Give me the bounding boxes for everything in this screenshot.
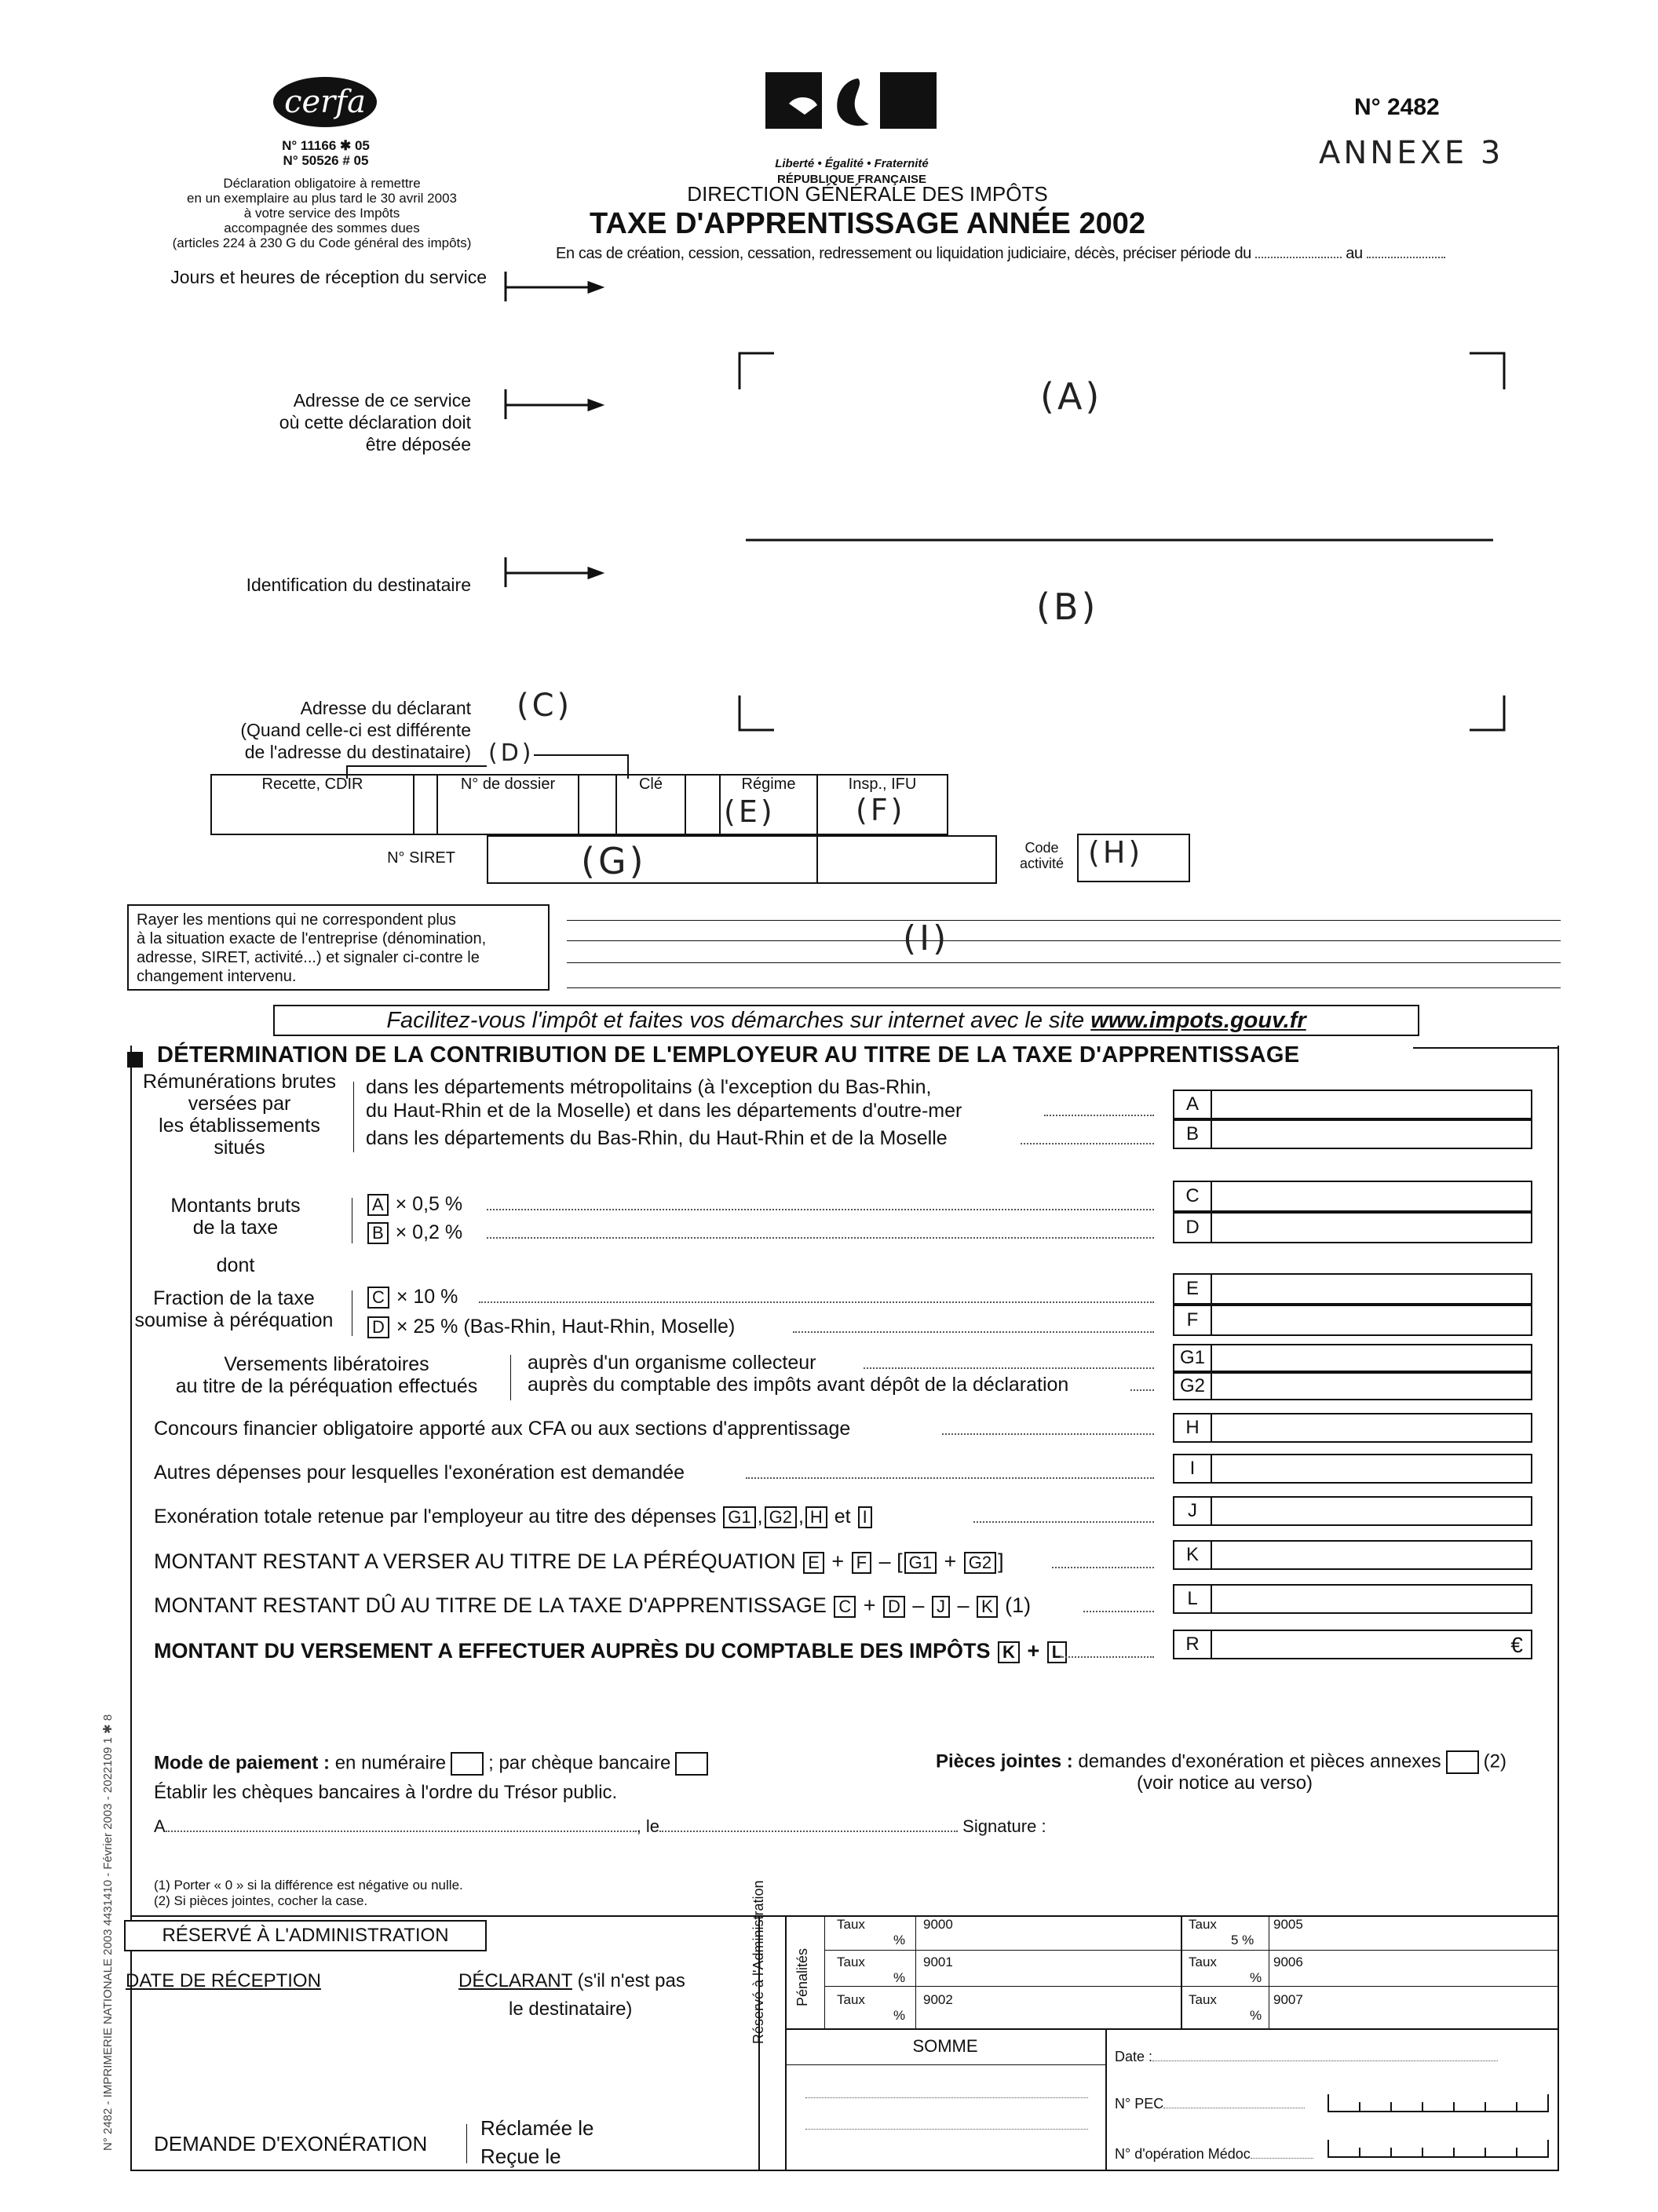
key-g2-ref: G2 (964, 1552, 996, 1574)
line-r-text: MONTANT DU VERSEMENT A EFFECTUER AUPRÈS DU COMPTABLE DES IMPÔTS (154, 1639, 991, 1663)
field-b[interactable] (1173, 1119, 1532, 1149)
obligation-line: (articles 224 à 230 G du Code général des impôts) (172, 235, 472, 250)
fraction-label: soumise à péréquation (134, 1309, 334, 1331)
field-d-label: D (1174, 1214, 1212, 1242)
field-r-label: R (1174, 1631, 1212, 1658)
code-9001: 9001 (923, 1955, 953, 1969)
cerfa-number-1: N° 11166 ✱ 05 (282, 138, 370, 153)
code-9002: 9002 (923, 1992, 953, 2007)
cerfa-logo (273, 77, 377, 127)
key-c-ref: C (367, 1287, 389, 1309)
line-k-text: MONTANT RESTANT A VERSER AU TITRE DE LA PÉRÉQUATION (154, 1549, 796, 1573)
signature-label: Signature : (962, 1816, 1046, 1836)
taux-label: Taux (1189, 1992, 1217, 2007)
key-j-ref: J (932, 1596, 950, 1618)
line-g2-text: auprès du comptable des impôts avant dépôt de la déclaration (528, 1374, 1069, 1396)
reclamee-label: Réclamée le (480, 2116, 594, 2140)
remun-label: les établissements (159, 1115, 320, 1137)
pieces-label: Pièces jointes : (936, 1750, 1073, 1772)
cerfa-number-2: N° 50526 # 05 (283, 153, 369, 168)
remun-label: Rémunérations brutes (143, 1071, 336, 1093)
address-frame (738, 352, 1507, 736)
period-note: En cas de création, cession, cessation, redressement ou liquidation judiciaire, décès, préciser période du (556, 245, 1251, 262)
pct-label: % (893, 1970, 906, 1985)
mark-e: (E) (724, 794, 776, 829)
remun-label: versées par (188, 1093, 291, 1115)
pieces-text: demandes d'exonération et pièces annexes (1078, 1750, 1441, 1772)
rayer-line: adresse, SIRET, activité...) et signaler ci-contre le (137, 949, 480, 966)
pct-label: % (1250, 1970, 1262, 1985)
remun-label: situés (214, 1137, 265, 1159)
field-i-label: I (1174, 1455, 1212, 1482)
exoneration-label: DEMANDE D'EXONÉRATION (154, 2132, 428, 2155)
period-from-field[interactable] (1255, 257, 1342, 258)
cash-checkbox[interactable] (451, 1752, 484, 1776)
taux-label: Taux (1189, 1955, 1217, 1969)
line-g1-text: auprès d'un organisme collecteur (528, 1352, 816, 1374)
republic-label: RÉPUBLIQUE FRANÇAISE (776, 173, 926, 186)
taux-label: Taux (837, 1917, 865, 1932)
field-h[interactable] (1173, 1413, 1532, 1443)
key-k-ref: K (977, 1596, 998, 1618)
key-b-ref: B (367, 1222, 389, 1244)
web-link[interactable]: www.impots.gouv.fr (1090, 1008, 1306, 1033)
montants-label: de la taxe (192, 1217, 279, 1239)
line-c-text: × 0,5 % (395, 1193, 463, 1215)
hours-label: Jours et heures de réception du service (170, 267, 487, 287)
siret-label: N° SIRET (387, 849, 455, 867)
declarant-admin-note: (s'il n'est pas (577, 1970, 685, 1991)
field-d[interactable] (1173, 1212, 1532, 1243)
field-l[interactable] (1173, 1584, 1532, 1614)
montants-label: Montants bruts (170, 1195, 301, 1217)
annex-note: ANNEXE 3 (1319, 135, 1504, 171)
declarant-address-label: (Quand celle-ci est différente (240, 720, 471, 740)
declarant-address-label: Adresse du déclarant (300, 698, 471, 718)
code-9006: 9006 (1273, 1955, 1303, 1969)
mark-i: (I) (903, 918, 950, 958)
obligation-line: en un exemplaire au plus tard le 30 avril 2003 (187, 191, 457, 206)
line-f-text: × 25 % (Bas-Rhin, Haut-Rhin, Moselle) (396, 1316, 736, 1338)
mark-f: (F) (856, 793, 906, 827)
rayer-line: changement intervenu. (137, 968, 297, 985)
directorate: DIRECTION GÉNÉRALE DES IMPÔTS (687, 182, 1048, 206)
field-e-label: E (1174, 1275, 1212, 1303)
obligation-line: à votre service des Impôts (243, 206, 400, 221)
siret-field[interactable] (487, 835, 997, 884)
cerfa-logo-text: cerfa (284, 84, 366, 120)
line-j-text: Exonération totale retenue par l'employeur au titre des dépenses (154, 1506, 717, 1528)
field-a-label: A (1174, 1091, 1212, 1118)
web-text: Facilitez-vous l'impôt et faites vos démarches sur internet avec le site (386, 1008, 1085, 1033)
line-b-text: dans les départements du Bas-Rhin, du Haut-Rhin et de la Moselle (366, 1127, 948, 1149)
cle-header: Clé (638, 776, 663, 793)
penalites-label: Pénalités (794, 1947, 810, 2006)
form-title: TAXE D'APPRENTISSAGE ANNÉE 2002 (590, 207, 1145, 240)
cheque-label: ; par chèque bancaire (488, 1752, 671, 1774)
taux-label: Taux (1189, 1917, 1217, 1932)
field-k-label: K (1174, 1542, 1212, 1568)
date-field[interactable] (659, 1831, 958, 1832)
period-to-label: au (1346, 245, 1363, 262)
pct5-label: 5 % (1231, 1933, 1254, 1947)
pieces-checkbox[interactable] (1446, 1750, 1479, 1774)
code-9000: 9000 (923, 1917, 953, 1932)
reserved-label: RÉSERVÉ À L'ADMINISTRATION (162, 1925, 449, 1946)
service-address-label: être déposée (365, 434, 471, 454)
marianne-emblem (765, 72, 937, 159)
place-label: A (154, 1816, 166, 1836)
code-9005: 9005 (1273, 1917, 1303, 1932)
obligation-line: Déclaration obligatoire à remettre (223, 176, 421, 191)
code-9007: 9007 (1273, 1992, 1303, 2007)
dont-label: dont (216, 1254, 255, 1276)
field-k[interactable] (1173, 1540, 1532, 1570)
field-a[interactable] (1173, 1090, 1532, 1119)
line-a-text: dans les départements métropolitains (à l'exception du Bas-Rhin, (366, 1076, 932, 1098)
key-l-ref: L (1047, 1641, 1067, 1663)
key-c-ref: C (834, 1596, 856, 1618)
field-f[interactable] (1173, 1305, 1532, 1336)
line-d-text: × 0,2 % (395, 1221, 463, 1243)
web-banner (273, 1005, 1419, 1036)
medoc-label: N° d'opération Médoc (1115, 2146, 1251, 2162)
versements-label: au titre de la péréquation effectués (175, 1375, 478, 1397)
field-r[interactable] (1173, 1630, 1532, 1659)
reception-date-label: DATE DE RÉCEPTION (126, 1970, 321, 1991)
regime-header: Régime (741, 776, 796, 793)
code-activite-label: Code (1024, 840, 1059, 856)
declarant-admin-label: DÉCLARANT (458, 1970, 572, 1991)
key-k-ref: K (998, 1641, 1020, 1663)
line-a-text: du Haut-Rhin et de la Moselle) et dans les départements d'outre-mer (366, 1100, 962, 1122)
fraction-label: Fraction de la taxe (153, 1287, 315, 1309)
place-field[interactable] (166, 1831, 637, 1832)
admin-date-label: Date : (1115, 2049, 1153, 2064)
key-i-ref: I (858, 1506, 872, 1528)
side-print-info: N° 2482 - IMPRIMERIE NATIONALE 2003 4431410 - Février 2003 - 2022109 1 ✱ 8 (101, 1714, 115, 2151)
service-address-label: où cette déclaration doit (279, 412, 471, 433)
mark-c: (C) (517, 688, 573, 724)
field-g1-label: G1 (1174, 1345, 1212, 1371)
recipient-label: Identification du destinataire (246, 575, 471, 595)
cash-label: en numéraire (334, 1752, 447, 1774)
insp-header: Insp., IFU (848, 776, 917, 793)
section-title: DÉTERMINATION DE LA CONTRIBUTION DE L'EMPLOYEUR AU TITRE DE LA TAXE D'APPRENTISSAGE (157, 1042, 1300, 1068)
line-e-text: × 10 % (396, 1286, 458, 1308)
pct-label: % (1250, 2008, 1262, 2023)
pieces-note: (2) (1483, 1750, 1506, 1772)
field-b-label: B (1174, 1121, 1212, 1148)
footnote-1: (1) Porter « 0 » si la différence est négative ou nulle. (154, 1878, 463, 1893)
period-to-field[interactable] (1367, 257, 1445, 258)
key-f-ref: F (852, 1552, 871, 1574)
taux-label: Taux (837, 1992, 865, 2007)
rayer-line: Rayer les mentions qui ne correspondent plus (137, 911, 456, 929)
mark-a: (A) (1040, 375, 1103, 418)
reserve-vertical-label: Réservé à l'Administration (750, 1880, 766, 2044)
field-h-label: H (1174, 1414, 1212, 1441)
field-f-label: F (1174, 1306, 1212, 1334)
field-g2-label: G2 (1174, 1374, 1212, 1399)
field-i[interactable] (1173, 1454, 1532, 1484)
mark-h: (H) (1088, 835, 1144, 870)
recette-header: Recette, CDIR (261, 776, 363, 793)
key-g1-ref: G1 (904, 1552, 937, 1574)
pct-label: % (893, 2008, 906, 2023)
line-l-text: MONTANT RESTANT DÛ AU TITRE DE LA TAXE D'APPRENTISSAGE (154, 1593, 827, 1617)
key-e-ref: E (803, 1552, 824, 1574)
pec-label: N° PEC (1115, 2096, 1164, 2112)
key-h-ref: H (805, 1506, 827, 1528)
dossier-header: N° de dossier (460, 776, 556, 793)
pointer-arrows (502, 264, 604, 609)
field-c[interactable] (1173, 1181, 1532, 1212)
rayer-line: à la situation exacte de l'entreprise (dénomination, (137, 930, 487, 947)
service-address-label: Adresse de ce service (293, 390, 471, 411)
mark-g: (G) (581, 840, 647, 882)
field-j[interactable] (1173, 1496, 1532, 1526)
field-l-label: L (1174, 1586, 1212, 1612)
key-d-ref: D (883, 1596, 905, 1618)
rayer-notice (127, 904, 550, 991)
somme-label: SOMME (912, 2036, 978, 2056)
key-a-ref: A (367, 1194, 389, 1216)
comb-fields[interactable] (1327, 2091, 1554, 2162)
declarant-address-label: de l'adresse du destinataire) (244, 742, 471, 762)
mark-d: (D) (488, 739, 535, 767)
field-c-label: C (1174, 1182, 1212, 1210)
taux-label: Taux (837, 1955, 865, 1969)
euro-symbol: € (1510, 1633, 1523, 1657)
versements-label: Versements libératoires (224, 1353, 429, 1375)
recue-label: Reçue le (480, 2144, 561, 2168)
pct-label: % (893, 1933, 906, 1947)
cheque-order: Établir les chèques bancaires à l'ordre du Trésor public. (154, 1782, 618, 1803)
line-i-text: Autres dépenses pour lesquelles l'exonération est demandée (154, 1462, 685, 1484)
code-activite-label: activité (1019, 856, 1065, 871)
pieces-notice: (voir notice au verso) (1136, 1772, 1313, 1794)
motto: Liberté • Égalité • Fraternité (775, 157, 929, 170)
payment-mode-label: Mode de paiement : (154, 1752, 331, 1774)
date-label: , le (636, 1816, 660, 1836)
key-g2-ref: G2 (765, 1506, 797, 1528)
line-l-note: (1) (1005, 1593, 1032, 1617)
field-j-label: J (1174, 1498, 1212, 1524)
form-number: N° 2482 (1354, 94, 1440, 120)
cheque-checkbox[interactable] (675, 1752, 708, 1776)
line-h-text: Concours financier obligatoire apporté aux CFA ou aux sections d'apprentissage (154, 1418, 851, 1440)
field-e[interactable] (1173, 1273, 1532, 1305)
field-g2[interactable] (1173, 1372, 1532, 1400)
declarant-admin-note-2: le destinataire) (509, 1998, 633, 2020)
line-j-et: et (834, 1506, 851, 1528)
section-bullet-icon (127, 1052, 143, 1068)
key-d-ref: D (367, 1316, 389, 1338)
footnote-2: (2) Si pièces jointes, cocher la case. (154, 1893, 368, 1908)
mark-b: (B) (1036, 586, 1099, 628)
key-g1-ref: G1 (723, 1506, 755, 1528)
reserved-box (124, 1920, 487, 1951)
field-g1[interactable] (1173, 1344, 1532, 1372)
obligation-line: accompagnée des sommes dues (224, 221, 420, 235)
